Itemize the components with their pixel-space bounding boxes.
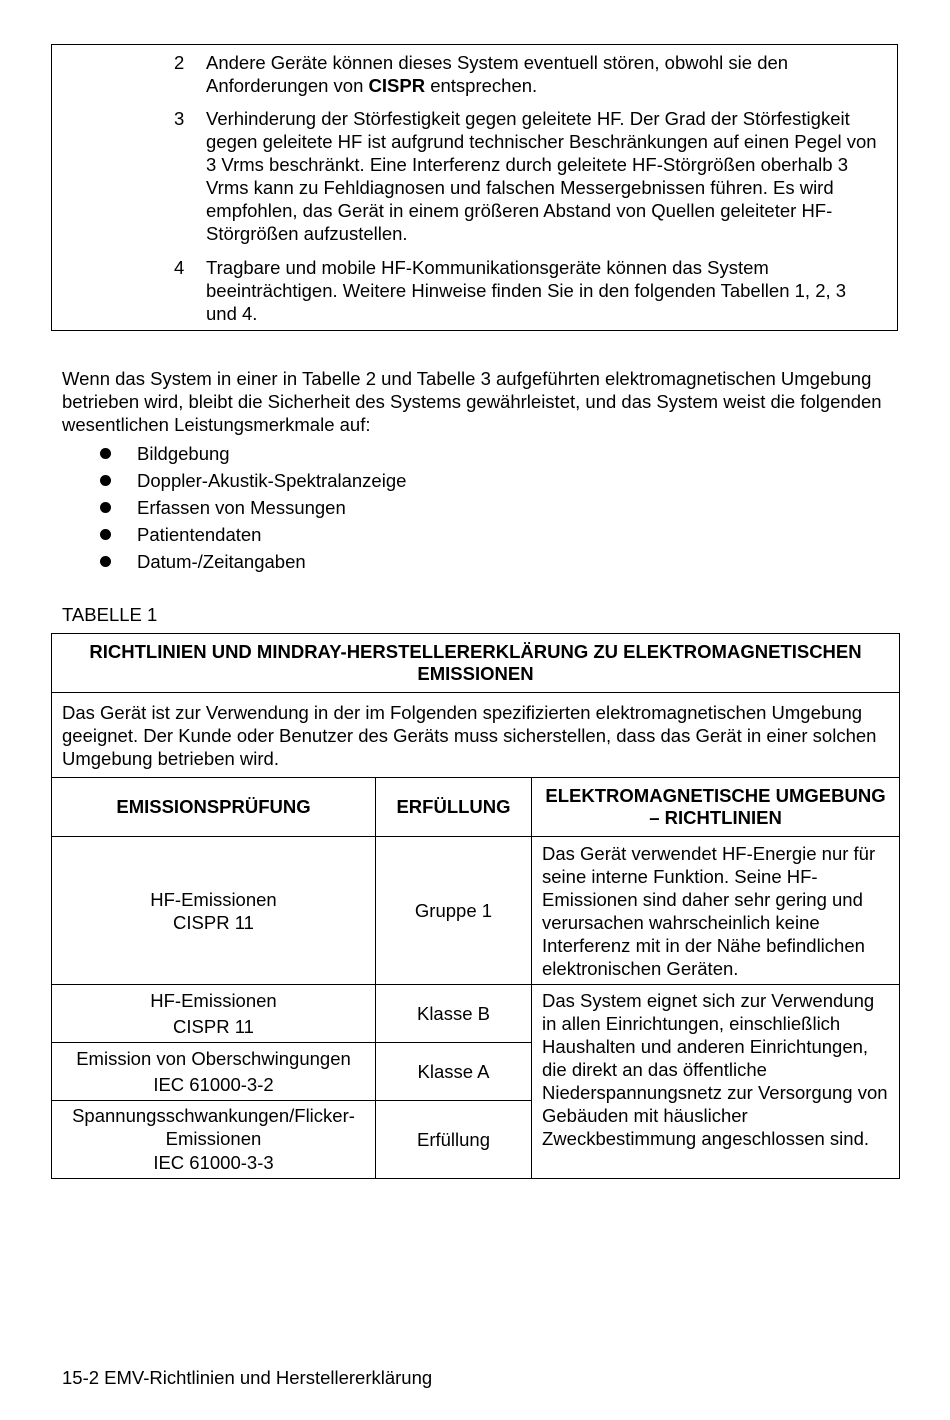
test-cell: Spannungsschwankungen/Flicker-Emissionen IEC 61000-3-3 bbox=[52, 1101, 376, 1179]
note-number: 4 bbox=[174, 257, 185, 278]
bullet-icon bbox=[100, 529, 111, 540]
test-cell: HF-Emissionen CISPR 11 bbox=[52, 837, 376, 985]
test-cell: Emission von Oberschwingungen IEC 61000-3-2 bbox=[52, 1043, 376, 1101]
table-description: Das Gerät ist zur Verwendung in der im Folgenden spezifizierten elektromagnetischen Umgebung geeignet. Der Kunde oder Benutzer des Geräts muss sicherstellen, dass das Gerät in einer solchen Umgebung betrieben wird. bbox=[52, 693, 900, 778]
table-row bbox=[52, 985, 900, 1043]
note-text: Verhinderung der Störfestigkeit gegen geleitete HF. Der Grad der Störfestigkeit gegen geleitete HF ist aufgrund technischer Beschränkungen auf einen Pegel von 3 Vrms beschränkt. Eine Interferenz durch geleitete HF-Störgrößen oberhalb 3 Vrms kann zu Fehldiagnosen und falschen Messergebnissen führen. Es wird empfohlen, das Gerät in einem größeren Abstand von Quellen geleiteter HF-Störgrößen aufzustellen. bbox=[206, 108, 877, 244]
environment-cell: Das Gerät verwendet HF-Energie nur für seine interne Funktion. Seine HF-Emissionen sind daher sehr gering und verursachen wahrscheinlich keine Interferenz mit in der Nähe befindlichen elektronischen Geräten. bbox=[532, 837, 900, 985]
table-label: TABELLE 1 bbox=[62, 604, 158, 625]
list-item-label: Doppler-Akustik-Spektralanzeige bbox=[137, 470, 407, 491]
test-cell: HF-Emissionen CISPR 11 bbox=[52, 985, 376, 1043]
bullet-icon bbox=[100, 448, 111, 459]
compliance-cell: Klasse B bbox=[376, 985, 532, 1043]
list-item-label: Patientendaten bbox=[137, 524, 262, 545]
column-header-environment: ELEKTROMAGNETISCHE UMGEBUNG – RICHTLINIEN bbox=[532, 778, 900, 837]
table-row bbox=[52, 837, 900, 985]
list-item-label: Bildgebung bbox=[137, 443, 230, 464]
note-text: Tragbare und mobile HF-Kommunikationsgeräte können das System beeinträchtigen. Weitere Hinweise finden Sie in den folgenden Tabellen 1, 2, 3 und 4. bbox=[206, 257, 847, 324]
note-text: Andere Geräte können dieses System eventuell stören, obwohl sie den Anforderungen von CISPR entsprechen. bbox=[206, 52, 789, 96]
table-title: RICHTLINIEN UND MINDRAY-HERSTELLERERKLÄRUNG ZU ELEKTROMAGNETISCHEN EMISSIONEN bbox=[52, 634, 900, 693]
note-bold-term: CISPR bbox=[368, 75, 426, 96]
environment-cell-shared: Das System eignet sich zur Verwendung in allen Einrichtungen, einschließlich Haushalten und anderen Einrichtungen, die direkt an das öffentliche Niederspannungsnetz zur Versorgung von Gebäuden mit häuslicher Zweckbestimmung angeschlossen sind. bbox=[532, 985, 900, 1179]
bullet-icon bbox=[100, 556, 111, 567]
compliance-cell: Klasse A bbox=[376, 1043, 532, 1101]
notes-box bbox=[51, 44, 898, 331]
compliance-cell: Erfüllung bbox=[376, 1101, 532, 1179]
note-number: 3 bbox=[174, 108, 185, 129]
list-item-label: Datum-/Zeitangaben bbox=[137, 551, 306, 572]
note-number: 2 bbox=[174, 52, 185, 73]
page-footer: 15-2 EMV-Richtlinien und Herstellererklärung bbox=[62, 1367, 433, 1388]
bullet-icon bbox=[100, 475, 111, 486]
column-header-compliance: ERFÜLLUNG bbox=[376, 778, 532, 837]
compliance-cell: Gruppe 1 bbox=[376, 837, 532, 985]
column-header-test: EMISSIONSPRÜFUNG bbox=[52, 778, 376, 837]
emissions-table bbox=[51, 633, 900, 1179]
intro-paragraph: Wenn das System in einer in Tabelle 2 und Tabelle 3 aufgeführten elektromagnetischen Umgebung betrieben wird, bleibt die Sicherheit des Systems gewährleistet, und das System weist die folgenden wesentlichen Leistungsmerkmale auf: bbox=[62, 368, 882, 435]
bullet-icon bbox=[100, 502, 111, 513]
list-item-label: Erfassen von Messungen bbox=[137, 497, 346, 518]
